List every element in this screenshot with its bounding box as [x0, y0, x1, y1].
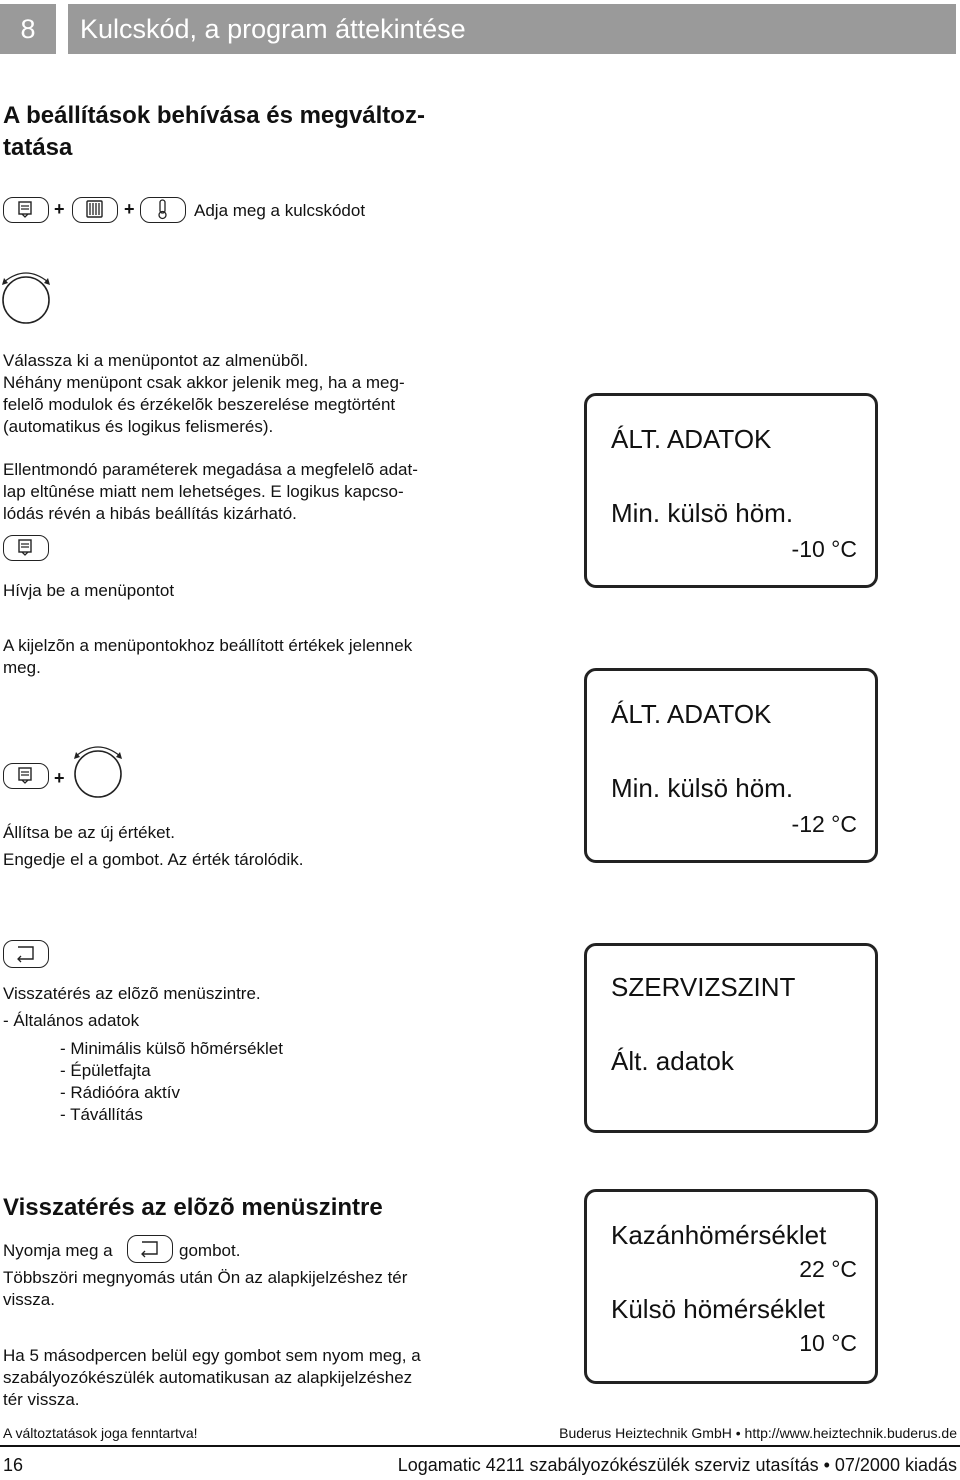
- menu-key-icon: [3, 197, 49, 223]
- select-submenu-text: Válassza ki a menüpontot az almenübõl.: [3, 351, 309, 370]
- lcd-display-4: Kazánhömérséklet 22 °C Külsö hömérséklet 10 °C: [584, 1189, 878, 1384]
- page-number: 16: [3, 1455, 24, 1475]
- press-post-text: gombot.: [179, 1241, 241, 1260]
- rotary-knob-icon: [0, 266, 56, 333]
- rotary-knob-icon: [70, 740, 126, 807]
- lcd-display-3: SZERVIZSZINT Ált. adatok: [584, 943, 878, 1133]
- general-data-item: - Általános adatok: [3, 1011, 140, 1030]
- list-item: - Épületfajta: [60, 1061, 151, 1080]
- return-key-icon: [127, 1235, 173, 1263]
- back-level-text: Visszatérés az elõzõ menüszintre.: [3, 984, 261, 1003]
- chapter-number: 8: [0, 4, 56, 54]
- return-key-icon: [3, 940, 49, 968]
- plus-sign: +: [124, 199, 135, 219]
- rights-note: A változtatások joga fenntartva!: [3, 1425, 198, 1441]
- sub-item-list: [60, 1038, 283, 1126]
- company-info: Buderus Heiztechnik GmbH • http://www.heiztechnik.buderus.de: [559, 1425, 957, 1441]
- call-menu-text: Hívja be a menüpontot: [3, 581, 175, 600]
- repeat-text: Többszöri megnyomás után Ön az alapkijelzéshez tér vissza.: [3, 1268, 408, 1309]
- auto-return-text: Ha 5 másodpercen belül egy gombot sem nyom meg, a szabályozókészülék automatikusan az alapkijelzéshez tér vissza.: [3, 1346, 421, 1409]
- list-item: - Minimális külsõ hõmérséklet: [60, 1039, 283, 1058]
- press-pre-text: Nyomja meg a: [3, 1241, 113, 1260]
- lcd-display-2: ÁLT. ADATOK Min. külsö höm. -12 °C: [584, 668, 878, 863]
- list-item: - Távállítás: [60, 1105, 143, 1124]
- display-values-text: A kijelzõn a menüpontokhoz beállított értékek jelennek meg.: [3, 636, 413, 677]
- paragraph-modules: Néhány menüpont csak akkor jelenik meg, ha a meg- felelõ modulok és érzékelõk beszerelése megtörtént (automatikus és logikus felismerés).: [3, 373, 405, 436]
- menu-key-icon: [3, 763, 49, 789]
- plus-sign: +: [54, 199, 65, 219]
- section2-title: Visszatérés az elõzõ menüszintre: [3, 1194, 383, 1221]
- set-value-text: Állítsa be az új értéket.: [3, 823, 175, 842]
- lcd-display-1: ÁLT. ADATOK Min. külsö höm. -10 °C: [584, 393, 878, 588]
- heating-key-icon: [72, 197, 118, 223]
- list-item: - Rádióóra aktív: [60, 1083, 180, 1102]
- thermometer-key-icon: [140, 197, 186, 223]
- plus-sign: +: [54, 768, 65, 788]
- section-title: A beállítások behívása és megváltoz- tatása: [3, 102, 425, 161]
- paragraph-logic: Ellentmondó paraméterek megadása a megfelelõ adat- lap eltûnése miatt nem lehetséges. E logikus kapcso- lódás révén a hibás beállítás kizárható.: [3, 460, 418, 523]
- key-row-label: Adja meg a kulcskódot: [194, 201, 366, 220]
- release-text: Engedje el a gombot. Az érték tárolódik.: [3, 850, 304, 869]
- document-title: Logamatic 4211 szabályozókészülék szerviz utasítás • 07/2000 kiadás: [397, 1455, 957, 1475]
- footer-divider: [0, 1445, 960, 1447]
- page-title: Kulcskód, a program áttekintése: [68, 4, 956, 54]
- menu-key-icon: [3, 535, 49, 561]
